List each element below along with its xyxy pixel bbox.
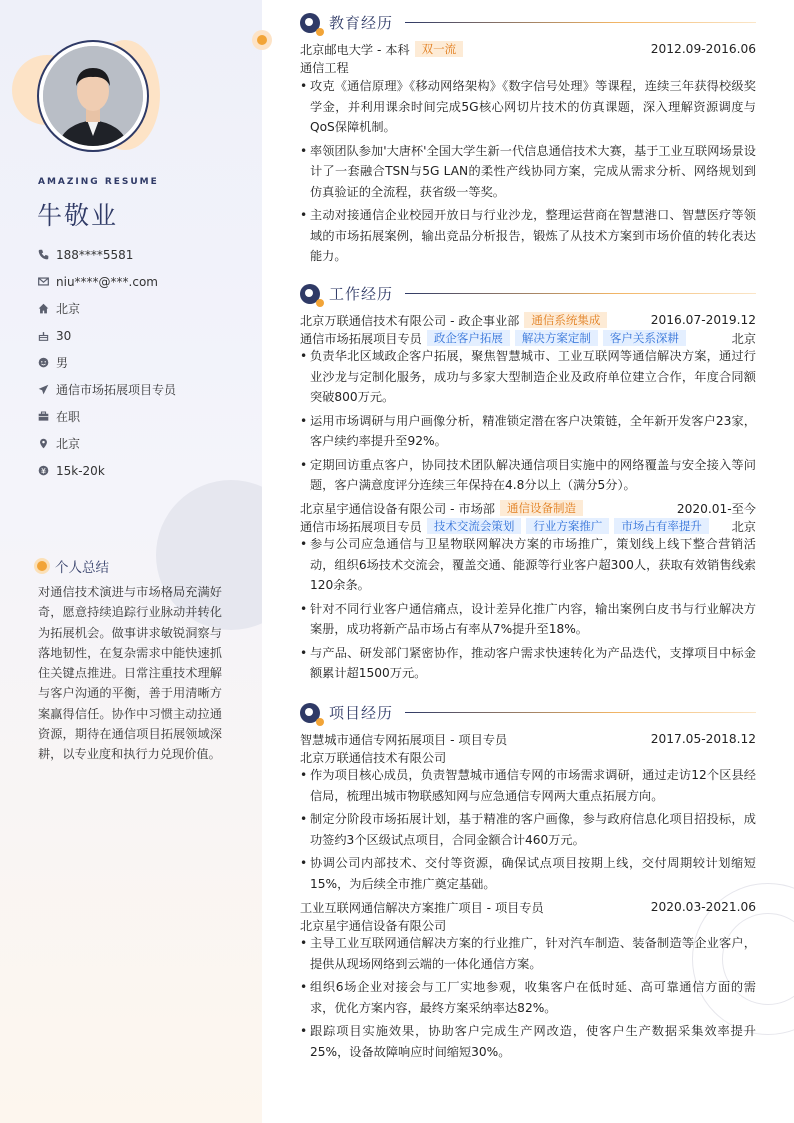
list-item: • 主导工业互联网通信解决方案的行业推广，针对汽车制造、装备制造等企业客户，提供从现场网络到云端的一体化通信方案。 (300, 933, 756, 974)
summary-text: 对通信技术演进与市场格局充满好奇，愿意持续追踪行业脉动并转化为拓展机会。做事讲求敏锐洞察与落地韧性，在复杂需求中能快速抓住关键点推进。日常注重技术理解与客户沟通的平衡，善于用清晰方案赢得信任。协作中习惯主动拉通资源，期待在通信项目拓展领域深耕，以专业度和执行力兑现价值。 (38, 585, 222, 762)
tagline: AMAZING RESUME (38, 177, 159, 187)
list-item: • 攻克《通信原理》《移动网络架构》《数字信号处理》等课程，连续三年获得校级奖学金，并利用课余时间完成5G核心网切片技术的仿真课题，深入理解资源调度与QoS保障机制。 (300, 76, 756, 138)
company-name: 北京万联通信技术有限公司 - 政企事业部 (300, 313, 520, 328)
project-company-row (300, 916, 756, 934)
job-city: 北京 (731, 519, 756, 534)
list-item: • 负责华北区域政企客户拓展，聚焦智慧城市、工业互联网等通信解决方案，通过行业沙龙与定制化服务，成功与多家大型制造企业及政府单位建立合作，年度合同额突破800万元。 (300, 346, 756, 408)
info-gender (38, 349, 176, 376)
job-row (300, 311, 756, 329)
list-item: • 制定分阶段市场拓展计划，基于精准的客户画像，参与政府信息化项目招投标，成功签约3个区级试点项目，合同金额合计460万元。 (300, 809, 756, 850)
section-icon (300, 284, 320, 304)
project-period: 2017.05-2018.12 (650, 732, 756, 746)
job-city: 北京 (731, 331, 756, 346)
avatar-frame (37, 40, 149, 152)
summary-heading (37, 556, 109, 576)
gender-icon (38, 357, 56, 368)
project-row (300, 898, 756, 916)
job-row (300, 499, 756, 517)
list-item: • 作为项目核心成员，负责智慧城市通信专网的市场需求调研，通过走访12个区县经信局，梳理出城市物联感知网与应急通信专网两大重点拓展方向。 (300, 765, 756, 806)
education-bullets (300, 76, 756, 270)
info-residence (38, 295, 176, 322)
skill-tag: 市场占有率提升 (614, 518, 709, 534)
project-company: 北京万联通信技术有限公司 (300, 750, 447, 765)
education-header (300, 12, 756, 33)
role: 通信市场拓展项目专员 (300, 331, 422, 346)
info-job-intention (38, 376, 176, 403)
section-title: 项目经历 (329, 704, 394, 722)
education-row (300, 40, 756, 58)
industry-tag: 通信系统集成 (524, 312, 607, 328)
info-text: 在职 (56, 410, 81, 424)
industry-tag: 通信设备制造 (500, 500, 583, 516)
info-status (38, 403, 176, 430)
company-name: 北京星宇通信设备有限公司 - 市场部 (300, 501, 495, 516)
section-title: 教育经历 (329, 14, 394, 32)
list-item: • 主动对接通信企业校园开放日与行业沙龙，整理运营商在智慧港口、智慧医疗等领域的市场拓展案例，输出竞品分析报告，锻炼了从技术方案到市场价值的转化表达能力。 (300, 205, 756, 267)
info-text: niu****@***.com (56, 274, 158, 289)
info-age (38, 322, 176, 349)
skill-tag: 解决方案定制 (515, 330, 598, 346)
major-row (300, 58, 756, 76)
project-name: 工业互联网通信解决方案推广项目 - 项目专员 (300, 900, 544, 915)
info-text: 北京 (56, 302, 81, 316)
list-item: • 参与公司应急通信与卫星物联网解决方案的市场推广，策划线上线下整合营销活动，组织6场技术交流会，覆盖交通、能源等行业客户超300人，获取有效销售线索120余条。 (300, 534, 756, 596)
cake-icon (38, 330, 56, 341)
info-text: 30 (56, 328, 72, 343)
work-header (300, 283, 756, 304)
skill-tag: 客户关系深耕 (603, 330, 686, 346)
project-bullets (300, 933, 756, 1065)
role-row (300, 329, 756, 347)
info-email (38, 268, 176, 295)
project-bullets (300, 765, 756, 897)
skill-tag: 行业方案推广 (526, 518, 609, 534)
info-phone (38, 241, 176, 268)
info-salary (38, 457, 176, 484)
section-title: 工作经历 (329, 285, 394, 303)
info-text: 男 (56, 356, 69, 370)
info-text: 北京 (56, 437, 81, 451)
contact-info-list (38, 241, 176, 484)
skill-tag: 政企客户拓展 (427, 330, 510, 346)
job-period: 2020.01-至今 (676, 501, 756, 516)
section-divider (405, 22, 756, 23)
role: 通信市场拓展项目专员 (300, 519, 422, 534)
location-pin-icon (38, 438, 56, 449)
send-icon (38, 384, 56, 395)
sidebar (0, 0, 262, 1123)
projects-header (300, 702, 756, 723)
project-period: 2020.03-2021.06 (650, 900, 756, 914)
role-row (300, 517, 756, 535)
job-bullets (300, 346, 756, 499)
home-icon (38, 303, 56, 314)
school-tag: 双一流 (415, 41, 464, 57)
list-item: • 与产品、研发部门紧密协作，推动客户需求快速转化为产品迭代，支撑项目中标金额累计超1500万元。 (300, 643, 756, 684)
project-row (300, 730, 756, 748)
list-item: • 针对不同行业客户通信痛点，设计差异化推广内容，输出案例白皮书与行业解决方案册，成功将新产品市场占有率从7%提升至18%。 (300, 599, 756, 640)
briefcase-icon (38, 411, 56, 422)
phone-icon (38, 249, 56, 260)
summary-dot-icon (37, 561, 47, 571)
summary-title: 个人总结 (55, 560, 109, 576)
project-company: 北京星宇通信设备有限公司 (300, 918, 447, 933)
project-name: 智慧城市通信专网拓展项目 - 项目专员 (300, 732, 508, 747)
project-company-row (300, 748, 756, 766)
info-text: 15k-20k (56, 463, 105, 478)
education-period: 2012.09-2016.06 (650, 42, 756, 56)
section-divider (405, 293, 756, 294)
list-item: • 跟踪项目实施效果，协助客户完成生产网改造，使客户生产数据采集效率提升25%，设备故障响应时间缩短30%。 (300, 1021, 756, 1062)
decor-orange-dot (257, 35, 267, 45)
list-item: • 协调公司内部技术、交付等资源，确保试点项目按期上线，交付周期较计划缩短15%，为后续全市推广奠定基础。 (300, 853, 756, 894)
salary-icon (38, 465, 56, 476)
candidate-name: 牛敬业 (37, 201, 119, 230)
job-period: 2016.07-2019.12 (650, 313, 756, 327)
info-text: 188****5581 (56, 247, 134, 262)
list-item: • 定期回访重点客户，协同技术团队解决通信项目实施中的网络覆盖与安全接入等问题，客户满意度评分连续三年保持在4.8分以上（满分5分）。 (300, 455, 756, 496)
list-item: • 率领团队参加'大唐杯'全国大学生新一代信息通信技术大赛，基于工业互联网场景设计了一套融合TSN与5G LAN的柔性产线协同方案，完成从需求分析、网络规划到仿真验证的全流程，获省级一等奖。 (300, 141, 756, 203)
section-icon (300, 13, 320, 33)
major: 通信工程 (300, 60, 349, 75)
info-text: 通信市场拓展项目专员 (56, 383, 177, 397)
avatar (43, 46, 143, 146)
job-bullets (300, 534, 756, 687)
section-icon (300, 703, 320, 723)
list-item: • 组织6场企业对接会与工厂实地参观，收集客户在低时延、高可靠通信方面的需求，优化方案内容，最终方案采纳率达82%。 (300, 977, 756, 1018)
skill-tag: 技术交流会策划 (427, 518, 522, 534)
list-item: • 运用市场调研与用户画像分析，精准锁定潜在客户决策链，全年新开发客户23家，客户续约率提升至92%。 (300, 411, 756, 452)
school-name: 北京邮电大学 - 本科 (300, 42, 410, 57)
info-target-city (38, 430, 176, 457)
mail-icon (38, 276, 56, 287)
section-divider (405, 712, 756, 713)
